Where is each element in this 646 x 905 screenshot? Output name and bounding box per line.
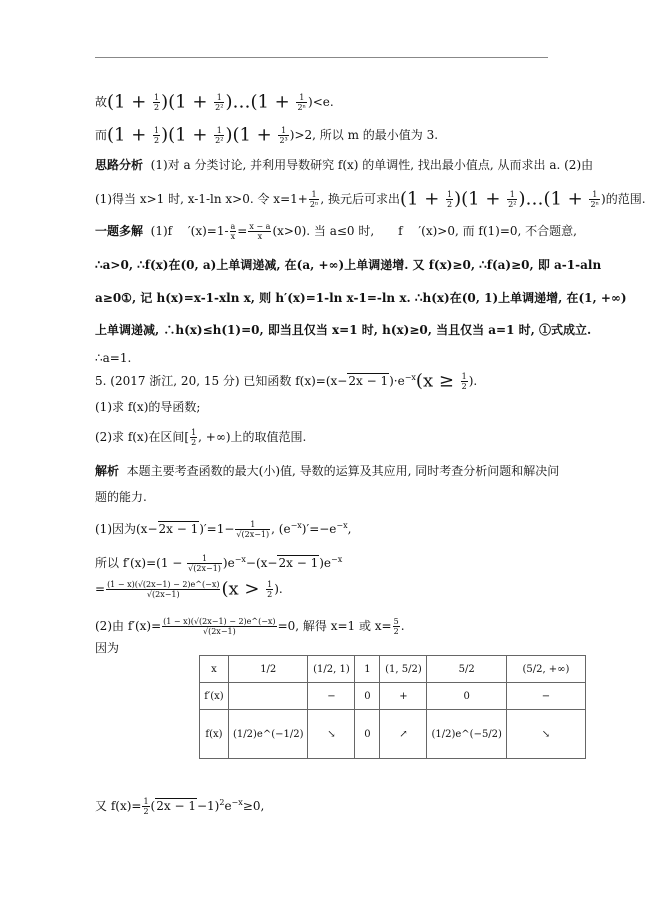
text: )…(1 + [518,188,589,210]
variation-table [199,655,586,759]
exponent: −x [231,798,243,807]
text-line-2 [95,126,438,145]
text-line-4 [95,190,646,209]
fraction: $\frac{1}{√(2x-1)}$ [236,520,270,539]
table-cell: + [380,683,427,710]
table-cell: x [200,656,229,683]
text: )<e. [308,95,334,109]
text-line-14: 题的能力. [95,490,147,504]
text: (2)由 f′(x)= [95,619,162,633]
table-cell: 0 [355,710,380,759]
fraction: $\frac{1}{\text{2ⁿ}}$ [297,93,307,112]
text: (x > [221,578,266,600]
fraction: $\frac{1}{2}$ [267,580,273,599]
fraction: $\frac{1}{2}$ [154,126,160,145]
text: , [347,522,352,536]
table-cell: 1/2 [229,656,308,683]
text-line-5 [95,222,577,241]
text-line-13 [95,463,559,479]
exponent: −x [331,555,343,564]
section-label: 思路分析 [95,158,144,172]
text: )(1 + [161,91,214,113]
text-line-17 [95,580,283,599]
fraction: $\frac{(1 - x)(√(2x-1) - 2)e\^{}(-x)}{√(2x-1)}$ [163,617,276,636]
text: )·e [389,374,405,388]
text: (2)求 f(x)在区间[ [95,430,190,444]
sqrt: 2x − 1 [348,374,389,388]
text: =0, 解得 x=1 或 x= [277,619,392,633]
fraction: $\frac{1}{2}$ [191,428,197,447]
table-cell: 0 [355,683,380,710]
fraction: $\frac{a}{x}$ [230,222,236,241]
text: −(x− [245,556,278,570]
exponent: −x [234,555,246,564]
text: 所以 f′(x)=(1 − [95,556,187,570]
fraction: $\frac{(1 - x)(√(2x-1) - 2)e\^{}(-x)}{√(2x-1)}$ [107,580,220,599]
fraction: $\frac{x - a}{x}$ [249,222,271,241]
sqrt: 2x − 1 [156,799,196,813]
fraction: $\frac{1}{\text{2²}}$ [215,126,224,145]
table-cell: f(x) [200,710,229,759]
section-label: 解析 [95,464,120,478]
text-line-6: ∴a>0, ∴f(x)在(0, a)上单调递减, 在(a, +∞)上单调递增. 又 f(x)≥0, ∴f(a)≥0, 即 a-1-aln [95,258,602,272]
text: −1) [196,799,220,813]
text: (1)对 a 分类讨论, 并利用导数研究 f(x) 的单调性, 找出最小值点, 从而求出 a. (2)由 [150,158,594,172]
problem-statement [95,370,477,391]
text: ≥0, [242,799,265,813]
table-cell: (1/2)e^(−5/2) [427,710,506,759]
text-line-15 [95,518,351,539]
text-line-20 [95,795,264,816]
question-2 [95,428,306,447]
text: (1)f ′(x)=1- [150,224,229,238]
fraction: $\frac{1}{\text{2ⁿ}}$ [590,190,600,209]
text: ). [468,374,478,388]
fraction: $\frac{5}{2}$ [393,617,399,636]
text: = [95,582,106,596]
text: (1)得当 x>1 时, x-1-ln x>0. 令 x=1+ [95,192,308,206]
text: )的范围. [601,192,646,206]
exponent: −x [336,521,348,530]
text: 又 f(x)= [95,799,142,813]
text: )′=1− [199,522,235,536]
table-cell: − [308,683,355,710]
table-cell: (1/2, 1) [308,656,355,683]
text-line-8: 上单调递减, ∴h(x)≤h(1)=0, 即当且仅当 x=1 时, h(x)≥0, 当且仅当 a=1 时, ①式成立. [95,323,592,337]
text: . [400,619,405,633]
text: )(1 + [454,188,507,210]
fraction: $\frac{1}{2}$ [143,797,149,816]
fraction: $\frac{1}{2}$ [461,372,467,391]
text-line-19: 因为 [95,641,120,655]
fraction: $\frac{1}{\text{2²}}$ [508,190,517,209]
exponent: 2 [219,798,225,807]
table-cell [229,683,308,710]
table-cell: ↗ [380,710,427,759]
text: (1 + [107,91,153,113]
question-1: (1)求 f(x)的导函数; [95,400,201,414]
section-label: 一题多解 [95,224,144,238]
exponent: −x [290,521,302,530]
table-cell: ↘ [308,710,355,759]
text: = [237,224,248,238]
text-line-3 [95,157,593,173]
text: 而 [95,128,108,142]
text-line-9: ∴a=1. [95,351,132,365]
text: ( [150,799,156,813]
text: )e [222,556,235,570]
fraction: $\frac{1}{\text{2ⁿ}}$ [309,190,319,209]
text: )′=−e [301,522,337,536]
text: , 换元后可求出 [320,192,401,206]
text: (x>0). 当 a≤0 时, f ′(x)>0, 而 f(1)=0, 不合题意, [272,224,577,238]
fraction: $\frac{1}{√(2x-1)}$ [188,554,221,573]
table-cell: (1, 5/2) [380,656,427,683]
text-line-18 [95,617,405,636]
table-cell: ↘ [506,710,585,759]
text: (1 + [400,188,446,210]
text: 本题主要考查函数的最大(小)值, 导数的运算及其应用, 同时考查分析问题和解决问 [126,464,560,478]
table-cell: 5/2 [427,656,506,683]
table-cell: 1 [355,656,380,683]
text-line-7: a≥0①, 记 h(x)=x-1-xln x, 则 h′(x)=1-ln x-1=-ln x. ∴h(x)在(0, 1)上单调递增, 在(1, +∞) [95,291,627,305]
text-line-1 [95,93,334,112]
text: (x ≥ [415,370,460,392]
exponent: −x [404,373,416,382]
table-cell: f′(x) [200,683,229,710]
text: 故 [95,95,108,109]
fraction: $\frac{1}{\text{2³}}$ [279,126,288,145]
table-cell: 0 [427,683,506,710]
text: , (e [271,522,291,536]
text: (1)因为(x− [95,522,158,536]
text: (1 + [107,124,153,146]
text: 5. (2017 浙江, 20, 15 分) 已知函数 f(x)=(x− [95,374,348,388]
text: )e [319,556,332,570]
text: )…(1 + [225,91,296,113]
fraction: $\frac{1}{\text{2²}}$ [215,93,224,112]
sqrt: 2x − 1 [278,556,319,570]
table-cell: − [506,683,585,710]
text: )(1 + [161,124,214,146]
fraction: $\frac{1}{2}$ [447,190,453,209]
table-cell: (5/2, +∞) [506,656,585,683]
fraction: $\frac{1}{2}$ [154,93,160,112]
text: )>2, 所以 m 的最小值为 3. [289,128,439,142]
table-cell: (1/2)e^(−1/2) [229,710,308,759]
text: ). [274,582,283,596]
text: )(1 + [225,124,278,146]
text-line-16 [95,552,342,573]
table-row [200,710,586,759]
header-rule [95,57,548,58]
text: , +∞)上的取值范围. [198,430,307,444]
sqrt: 2x − 1 [158,522,199,536]
table-row [200,656,586,683]
table-row [200,683,586,710]
text: e [224,799,232,813]
